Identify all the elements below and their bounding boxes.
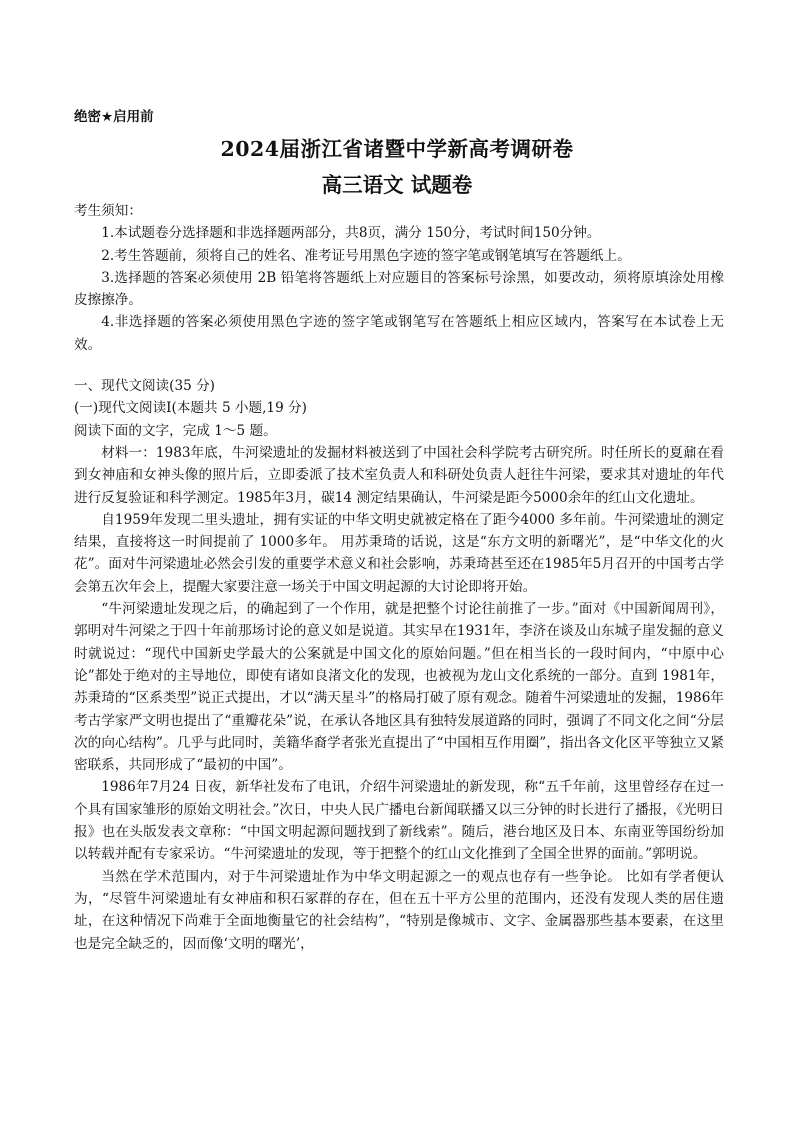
exam-subtitle: 高三语文 试题卷: [321, 173, 473, 197]
subsection-heading: (一)现代文阅读Ⅰ(本题共 5 小题,19 分): [74, 400, 307, 417]
section-heading: 一、现代文阅读(35 分): [74, 378, 215, 395]
reading-instruction: 阅读下面的文字，完成 1～5 题。: [74, 422, 277, 439]
confidential-label: 绝密★启用前: [74, 109, 154, 125]
reading-paragraph: 材料一：1983年底，牛河梁遗址的发掘材料被送到了中国社会科学院考古研究所。时任所长的夏鼐在看到女神庙和女神头像的照片后，立即委派了技术室负责人和科研处负责人赶往牛河梁，要求其对遗址的年代进行反复验证和科学测定。1985年3月，碳14 测定结果确认，牛河梁是距今5000余年的红山文化遗址。: [74, 444, 724, 506]
exam-body: [74, 200, 724, 955]
notice-heading: 考生须知：: [74, 203, 142, 219]
reading-paragraph: 1986年7月24 日夜，新华社发布了电讯，介绍牛河梁遗址的新发现，称“五千年前，这里曾经存在过一个具有国家雏形的原始文明社会。”次日，中央人民广播电台新闻联播又以三分钟的时长进行了播报，《光明日报》也在头版发表文章称：“中国文明起源问题找到了新线索”。随后，港台地区及日本、东南亚等国纷纷加以转载并配有专家采访。“牛河梁遗址的发现，等于把整个的红山文化推到了全国全世界的面前。”郭明说。: [74, 779, 724, 863]
notice-item: 1.本试题卷分选择题和非选择题两部分，共8页，满分 150分，考试时间150分钟。: [101, 225, 601, 242]
reading-paragraph: 当然在学术范围内，对于牛河梁遗址作为中华文明起源之一的观点也存有一些争论。 比如有学者便认为，“尽管牛河梁遗址有女神庙和积石冢群的存在，但在五十平方公里的范围内，还没有发现人类的居住遗址，在这种情况下尚难于全面地衡量它的社会结构”，“特别是像城市、文字、金属器那些基本要素，在这里也是完全缺乏的，因而像‘文明的曙光’，: [74, 868, 724, 952]
notice-item: 2.考生答题前，须将自己的姓名、准考证号用黑色字迹的签字笔或钢笔填写在答题纸上。: [101, 247, 631, 264]
reading-paragraph: 自1959年发现二里头遗址，拥有实证的中华文明史就被定格在了距今4000 多年前。牛河梁遗址的测定结果，直接将这一时间提前了 1000多年。 用苏秉琦的话说，这是“东方文明的新曙光”，是“中华文化的火花”。面对牛河梁遗址必然会引发的重要学术意义和社会影响，苏秉琦甚至还在1985年5月召开的中国考古学会第五次年会上，提醒大家要注意一场关于中国文明起源的大讨论即将开始。: [74, 511, 724, 595]
spacer: [74, 356, 724, 375]
reading-paragraph: “牛河梁遗址发现之后，的确起到了一个作用，就是把整个讨论往前推了一步。”面对《中国新闻周刊》，郭明对牛河梁之于四十年前那场讨论的意义如是说道。其实早在1931年，李济在谈及山东城子崖发掘的意义时就说过：“现代中国新史学最大的公案就是中国文化的原始问题。”但在相当长的一段时间内，“中原中心论”都处于绝对的主导地位，即使有诸如良渚文化的发现，也被视为龙山文化系统的一部分。直到 1981年，苏秉琦的“区系类型”说正式提出，才以“满天星斗”的格局打破了原有观念。随着牛河梁遗址的发掘，1986年考古学家严文明也提出了“重瓣花朵”说，在承认各地区具有独特发展道路的同时，强调了不同文化之间“分层次的向心结构”。几乎与此同时，美籍华裔学者张光直提出了“中国相互作用圈”，指出各文化区平等独立又紧密联系，共同形成了“最初的中国”。: [74, 601, 724, 774]
exam-title: 2024届浙江省诸暨中学新高考调研卷: [220, 137, 574, 161]
notice-item: 4.非选择题的答案必须使用黑色字迹的签字笔或钢笔写在答题纸上相应区域内，答案写在本试卷上无效。: [74, 314, 724, 353]
notice-item: 3.选择题的答案必须使用 2B 铅笔将答题纸上对应题目的答案标号涂黑，如要改动，须将原填涂处用橡皮擦擦净。: [74, 269, 724, 309]
